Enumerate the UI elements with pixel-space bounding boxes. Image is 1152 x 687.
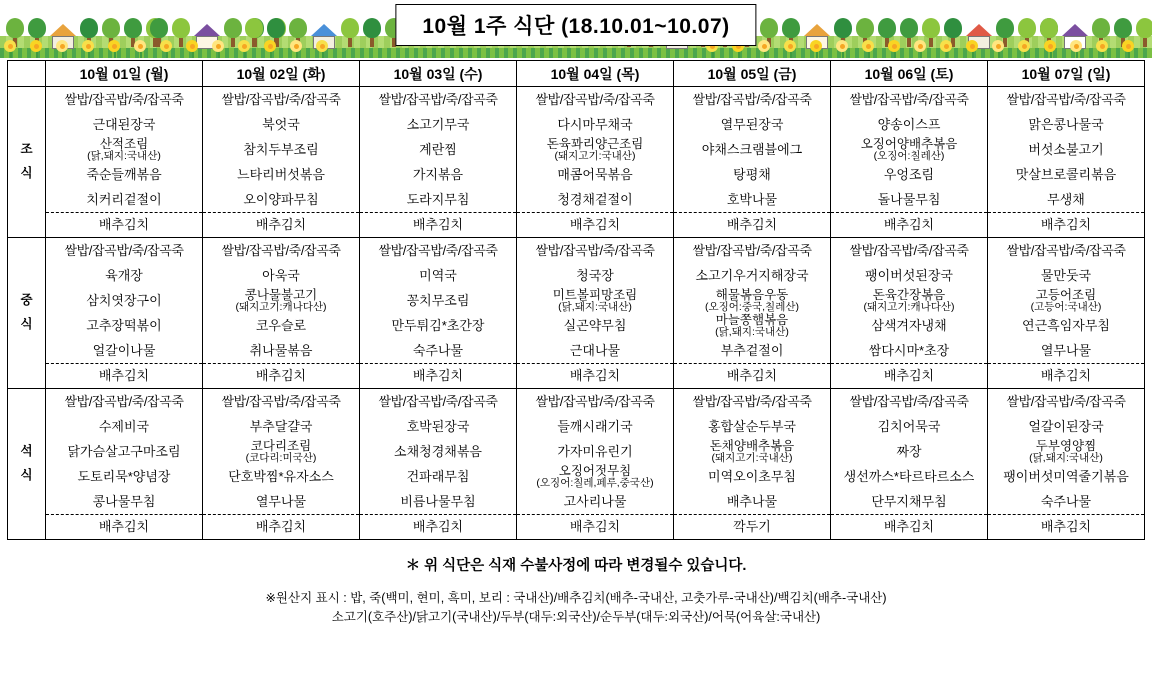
menu-cell <box>517 87 674 238</box>
kimchi-section <box>360 363 516 388</box>
rice-line: 쌀밥/잡곡밥/죽/잡곡죽 <box>64 92 184 107</box>
menu-cell <box>988 87 1145 238</box>
menu-item: 연근흑임자무침 <box>1022 318 1110 333</box>
table-header-row <box>8 61 1145 87</box>
menu-item: 팽이버섯된장국 <box>865 268 953 283</box>
menu-item <box>988 288 1144 313</box>
kimchi-item: 배추김치 <box>569 368 621 383</box>
kimchi-section <box>988 212 1144 237</box>
origin-line-2: 소고기(호주산)/닭고기(국내산)/두부(대두:외국산)/순두부(대두:외국산)/어묵(어육살:국내산) <box>331 610 821 625</box>
flower-decoration <box>4 40 18 56</box>
menu-cell <box>46 87 203 238</box>
menu-item-name: 고등어조림 <box>1035 288 1097 302</box>
menu-item-name: 오징어젓무침 <box>558 464 632 478</box>
rice-line: 쌀밥/잡곡밥/죽/잡곡죽 <box>535 92 655 107</box>
menu-item <box>674 439 830 464</box>
menu-item <box>517 464 673 489</box>
tree-decoration <box>363 18 381 48</box>
menu-item: 청국장 <box>576 268 614 283</box>
meal-label-lunch: 중 식 <box>8 238 46 389</box>
menu-item: 참치두부조림 <box>243 142 319 157</box>
meal-label-breakfast: 조 식 <box>8 87 46 238</box>
menu-cell <box>360 87 517 238</box>
flower-decoration <box>758 40 772 56</box>
kimchi-item: 배추김치 <box>255 368 307 383</box>
menu-item: 치커리겉절이 <box>86 192 162 207</box>
flower-decoration <box>212 40 226 56</box>
menu-body <box>8 87 1145 540</box>
menu-item: 만두튀김*초간장 <box>391 318 485 333</box>
menu-item: 고사리나물 <box>563 494 627 509</box>
menu-cell <box>988 389 1145 540</box>
menu-item <box>517 137 673 162</box>
menu-item-name: 돈육간장볶음 <box>872 288 946 302</box>
meal-row-lunch <box>8 238 1145 389</box>
menu-item: 숙주나물 <box>1040 494 1092 509</box>
menu-item: 탕평채 <box>733 167 771 182</box>
weekly-menu-table <box>7 60 1145 540</box>
corner-cell <box>8 61 46 87</box>
menu-item: 얼갈이된장국 <box>1028 419 1104 434</box>
menu-item: 매콤어묵볶음 <box>557 167 633 182</box>
rice-line: 쌀밥/잡곡밥/죽/잡곡죽 <box>378 394 498 409</box>
menu-item-origin: (코다리:미국산) <box>245 452 317 464</box>
menu-item: 가지볶음 <box>412 167 464 182</box>
flower-decoration <box>134 40 148 56</box>
menu-item: 비름나물무침 <box>400 494 476 509</box>
menu-item: 단호박찜*유자소스 <box>228 469 334 484</box>
flower-decoration <box>836 40 850 56</box>
kimchi-section <box>203 363 359 388</box>
menu-item-origin: (돼지고기:국내산) <box>711 452 793 464</box>
menu-item: 도라지무침 <box>406 192 470 207</box>
flower-decoration <box>810 40 824 56</box>
kimchi-section <box>831 514 987 539</box>
kimchi-section <box>360 514 516 539</box>
day-header-0: 10월 01일 (월) <box>46 61 203 87</box>
flower-decoration <box>966 40 980 56</box>
kimchi-item: 배추김치 <box>98 217 150 232</box>
kimchi-section <box>674 514 830 539</box>
kimchi-item: 배추김치 <box>883 368 935 383</box>
kimchi-item: 배추김치 <box>98 519 150 534</box>
menu-item: 미역오이초무침 <box>708 469 796 484</box>
menu-cell <box>674 238 831 389</box>
menu-item: 삼색겨자냉채 <box>871 318 947 333</box>
menu-item: 청경채겉절이 <box>557 192 633 207</box>
kimchi-item: 배추김치 <box>412 217 464 232</box>
menu-cell <box>360 238 517 389</box>
menu-cell <box>203 87 360 238</box>
kimchi-item: 배추김치 <box>569 519 621 534</box>
kimchi-item: 배추김치 <box>412 519 464 534</box>
menu-item: 고추장떡볶이 <box>86 318 162 333</box>
menu-item-origin: (오징어:칠레산) <box>873 150 945 162</box>
flower-decoration <box>1070 40 1084 56</box>
menu-item: 쌈다시마*초장 <box>868 343 950 358</box>
menu-item-name: 콩나물불고기 <box>244 288 318 302</box>
menu-item <box>988 439 1144 464</box>
menu-item: 호박나물 <box>726 192 778 207</box>
kimchi-item: 배추김치 <box>726 368 778 383</box>
kimchi-item: 배추김치 <box>255 217 307 232</box>
rice-line: 쌀밥/잡곡밥/죽/잡곡죽 <box>64 394 184 409</box>
menu-item: 오이양파무침 <box>243 192 319 207</box>
menu-item-origin: (닭,돼지:국내산) <box>87 150 161 162</box>
kimchi-section <box>674 212 830 237</box>
menu-item: 수제비국 <box>98 419 150 434</box>
menu-item-name: 미트볼피망조림 <box>552 288 638 302</box>
flower-decoration <box>1018 40 1032 56</box>
menu-item-origin: (고등어:국내산) <box>1030 301 1102 313</box>
menu-item <box>831 137 987 162</box>
kimchi-section <box>674 363 830 388</box>
menu-item: 호박된장국 <box>406 419 470 434</box>
menu-item: 근대나물 <box>569 343 621 358</box>
flower-decoration <box>264 40 278 56</box>
rice-line: 쌀밥/잡곡밥/죽/잡곡죽 <box>535 394 655 409</box>
day-header-3: 10월 04일 (목) <box>517 61 674 87</box>
change-note: ＊ 위 식단은 식재 수불사정에 따라 변경될수 있습니다. <box>405 558 747 574</box>
meal-label-dinner: 석 식 <box>8 389 46 540</box>
rice-line: 쌀밥/잡곡밥/죽/잡곡죽 <box>692 243 812 258</box>
kimchi-section <box>46 514 202 539</box>
menu-item: 물만둣국 <box>1040 268 1092 283</box>
menu-item: 생선까스*타르타르소스 <box>843 469 975 484</box>
menu-cell <box>517 389 674 540</box>
flower-decoration <box>888 40 902 56</box>
menu-cell <box>203 389 360 540</box>
menu-item: 부추겉절이 <box>720 343 784 358</box>
meal-row-breakfast <box>8 87 1145 238</box>
kimchi-item: 배추김치 <box>98 368 150 383</box>
origin-line-1: ※원산지 표시 : 밥, 죽(백미, 현미, 흑미, 보리 : 국내산)/배추김치(배추-국내산, 고춧가루-국내산)/백김치(배추-국내산) <box>265 591 887 605</box>
kimchi-item: 배추김치 <box>883 519 935 534</box>
menu-item: 취나물볶음 <box>249 343 313 358</box>
day-header-6: 10월 07일 (일) <box>988 61 1145 87</box>
menu-item: 숙주나물 <box>412 343 464 358</box>
rice-line: 쌀밥/잡곡밥/죽/잡곡죽 <box>221 92 341 107</box>
menu-item: 맛살브로콜리볶음 <box>1015 167 1117 182</box>
rice-line: 쌀밥/잡곡밥/죽/잡곡죽 <box>1006 243 1126 258</box>
menu-item: 얼갈이나물 <box>92 343 156 358</box>
kimchi-item: 배추김치 <box>726 217 778 232</box>
flower-decoration <box>56 40 70 56</box>
menu-item: 미역국 <box>419 268 457 283</box>
menu-item: 돌나물무침 <box>877 192 941 207</box>
flower-decoration <box>238 40 252 56</box>
menu-item: 건파래무침 <box>406 469 470 484</box>
meal-row-dinner <box>8 389 1145 540</box>
rice-line: 쌀밥/잡곡밥/죽/잡곡죽 <box>849 92 969 107</box>
menu-item-origin: (오징어:칠레,페루,중국산) <box>536 477 654 489</box>
menu-item: 도토리묵*양념장 <box>77 469 171 484</box>
menu-item-origin: (닭,돼지:국내산) <box>715 326 789 338</box>
kimchi-section <box>46 212 202 237</box>
menu-cell <box>831 389 988 540</box>
menu-cell <box>46 238 203 389</box>
flower-decoration <box>108 40 122 56</box>
rice-line: 쌀밥/잡곡밥/죽/잡곡죽 <box>692 394 812 409</box>
menu-item <box>674 313 830 338</box>
menu-item <box>674 288 830 313</box>
menu-item <box>203 288 359 313</box>
day-header-5: 10월 06일 (토) <box>831 61 988 87</box>
menu-item-origin: (돼지고기:캐나다산) <box>863 301 955 313</box>
menu-cell <box>46 389 203 540</box>
kimchi-item: 배추김치 <box>412 368 464 383</box>
flower-decoration <box>1044 40 1058 56</box>
menu-item-name: 해물볶음우동 <box>715 288 789 302</box>
tree-decoration <box>1136 18 1152 48</box>
menu-item: 홍합살순두부국 <box>708 419 796 434</box>
tree-decoration <box>341 18 359 48</box>
menu-item-name: 마늘쫑햄볶음 <box>715 313 789 327</box>
menu-item: 짜장 <box>896 444 922 459</box>
menu-cell <box>674 389 831 540</box>
menu-item-name: 산적조림 <box>99 137 149 151</box>
kimchi-section <box>517 212 673 237</box>
menu-item-name: 돈육꽈리양근조림 <box>546 137 644 151</box>
flower-decoration <box>160 40 174 56</box>
kimchi-item: 배추김치 <box>255 519 307 534</box>
menu-item: 꽁치무조림 <box>406 293 470 308</box>
rice-line: 쌀밥/잡곡밥/죽/잡곡죽 <box>221 394 341 409</box>
menu-item: 김치어묵국 <box>877 419 941 434</box>
kimchi-section <box>831 212 987 237</box>
flower-decoration <box>992 40 1006 56</box>
menu-item: 열무된장국 <box>720 117 784 132</box>
kimchi-item: 배추김치 <box>883 217 935 232</box>
menu-item: 소고기우거지해장국 <box>695 268 809 283</box>
kimchi-section <box>988 514 1144 539</box>
kimchi-item: 배추김치 <box>1040 217 1092 232</box>
menu-item <box>517 288 673 313</box>
menu-item: 무생채 <box>1047 192 1085 207</box>
menu-item-origin: (닭,돼지:국내산) <box>558 301 632 313</box>
kimchi-item: 배추김치 <box>1040 519 1092 534</box>
flower-decoration <box>290 40 304 56</box>
kimchi-item: 깍두기 <box>733 519 771 534</box>
rice-line: 쌀밥/잡곡밥/죽/잡곡죽 <box>1006 92 1126 107</box>
menu-item: 우엉조림 <box>883 167 935 182</box>
flower-decoration <box>1122 40 1136 56</box>
rice-line: 쌀밥/잡곡밥/죽/잡곡죽 <box>378 92 498 107</box>
kimchi-section <box>203 212 359 237</box>
kimchi-section <box>517 363 673 388</box>
rice-line: 쌀밥/잡곡밥/죽/잡곡죽 <box>1006 394 1126 409</box>
menu-item: 야채스크램블에그 <box>701 142 803 157</box>
kimchi-section <box>360 212 516 237</box>
rice-line: 쌀밥/잡곡밥/죽/잡곡죽 <box>849 394 969 409</box>
flower-decoration <box>316 40 330 56</box>
menu-item-origin: (돼지고기:캐나다산) <box>235 301 327 313</box>
menu-cell <box>674 87 831 238</box>
menu-cell <box>203 238 360 389</box>
day-header-4: 10월 05일 (금) <box>674 61 831 87</box>
menu-item: 맑은콩나물국 <box>1028 117 1104 132</box>
menu-cell <box>517 238 674 389</box>
menu-item: 계란찜 <box>419 142 457 157</box>
menu-item: 들깨시래기국 <box>557 419 633 434</box>
day-header-2: 10월 03일 (수) <box>360 61 517 87</box>
menu-item: 가자미유린기 <box>557 444 633 459</box>
flower-decoration <box>784 40 798 56</box>
menu-item: 열무나물 <box>255 494 307 509</box>
menu-item: 닭가슴살고구마조림 <box>67 444 181 459</box>
menu-item: 소채청경채볶음 <box>394 444 482 459</box>
menu-item: 실곤약무침 <box>563 318 627 333</box>
menu-item-origin: (닭,돼지:국내산) <box>1029 452 1103 464</box>
rice-line: 쌀밥/잡곡밥/죽/잡곡죽 <box>692 92 812 107</box>
menu-item-origin: (돼지고기:국내산) <box>554 150 636 162</box>
flower-decoration <box>82 40 96 56</box>
menu-item-name: 오징어양배추볶음 <box>860 137 958 151</box>
rice-line: 쌀밥/잡곡밥/죽/잡곡죽 <box>535 243 655 258</box>
menu-item: 근대된장국 <box>92 117 156 132</box>
menu-item: 육개장 <box>105 268 143 283</box>
day-header-1: 10월 02일 (화) <box>203 61 360 87</box>
menu-item: 팽이버섯미역줄기볶음 <box>1003 469 1129 484</box>
kimchi-item: 배추김치 <box>569 217 621 232</box>
flower-decoration <box>30 40 44 56</box>
menu-item-name: 두부영양찜 <box>1035 439 1097 453</box>
menu-item-name: 코다리조림 <box>250 439 312 453</box>
kimchi-section <box>203 514 359 539</box>
kimchi-section <box>46 363 202 388</box>
kimchi-section <box>988 363 1144 388</box>
menu-item-name: 돈채양배추볶음 <box>709 439 795 453</box>
kimchi-section <box>831 363 987 388</box>
menu-item: 다시마무채국 <box>557 117 633 132</box>
rice-line: 쌀밥/잡곡밥/죽/잡곡죽 <box>849 243 969 258</box>
menu-item: 코우슬로 <box>255 318 307 333</box>
flower-decoration <box>186 40 200 56</box>
menu-item: 버섯소불고기 <box>1028 142 1104 157</box>
menu-cell <box>831 238 988 389</box>
menu-item-origin: (오징어:중국,칠레산) <box>705 301 799 313</box>
menu-cell <box>360 389 517 540</box>
menu-item: 삼치엿장구이 <box>86 293 162 308</box>
menu-item: 아욱국 <box>262 268 300 283</box>
menu-item <box>203 439 359 464</box>
menu-item: 단무지채무침 <box>871 494 947 509</box>
menu-item: 느타리버섯볶음 <box>237 167 325 182</box>
menu-item: 죽순들깨볶음 <box>86 167 162 182</box>
menu-cell <box>831 87 988 238</box>
menu-item: 양송이스프 <box>877 117 941 132</box>
page-title: 10월 1주 식단 (18.10.01~10.07) <box>395 4 756 46</box>
menu-item: 소고기무국 <box>406 117 470 132</box>
menu-item <box>46 137 202 162</box>
origin-note <box>0 589 1152 628</box>
menu-item: 배추나물 <box>726 494 778 509</box>
rice-line: 쌀밥/잡곡밥/죽/잡곡죽 <box>64 243 184 258</box>
flower-decoration <box>862 40 876 56</box>
flower-decoration <box>1096 40 1110 56</box>
menu-item <box>831 288 987 313</box>
rice-line: 쌀밥/잡곡밥/죽/잡곡죽 <box>378 243 498 258</box>
kimchi-item: 배추김치 <box>1040 368 1092 383</box>
flower-decoration <box>914 40 928 56</box>
menu-item: 북엇국 <box>262 117 300 132</box>
menu-cell <box>988 238 1145 389</box>
menu-item: 콩나물무침 <box>92 494 156 509</box>
rice-line: 쌀밥/잡곡밥/죽/잡곡죽 <box>221 243 341 258</box>
menu-item: 열무나물 <box>1040 343 1092 358</box>
kimchi-section <box>517 514 673 539</box>
menu-item: 부추달걀국 <box>249 419 313 434</box>
flower-decoration <box>940 40 954 56</box>
